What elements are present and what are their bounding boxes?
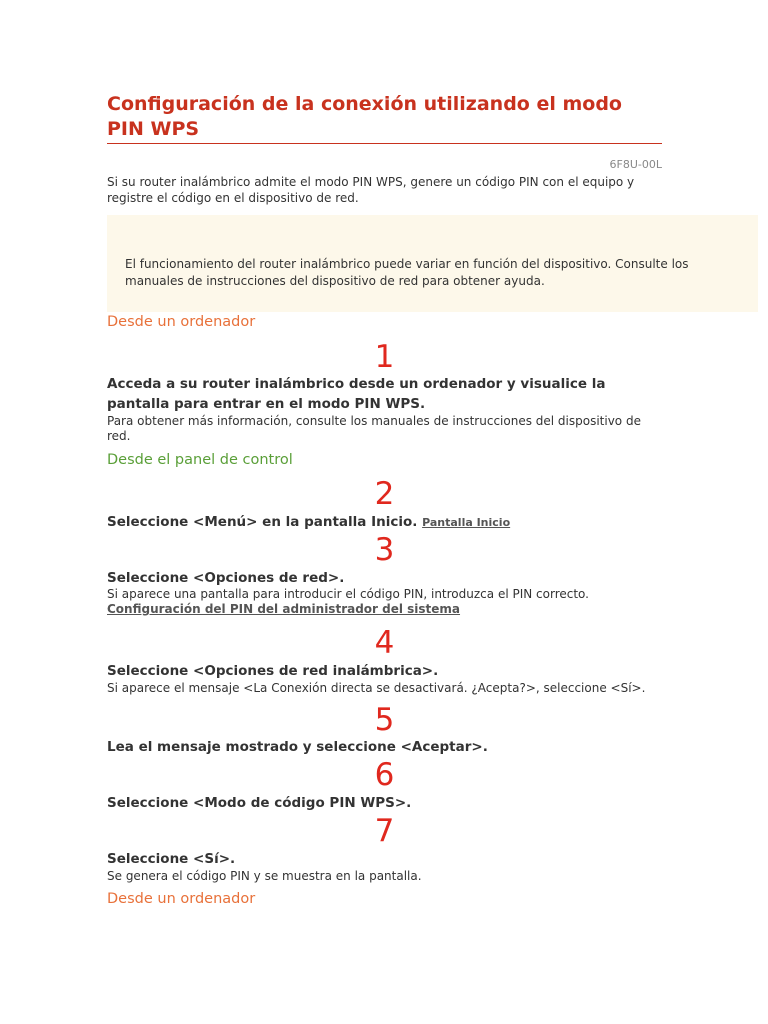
step-number-7: 7: [374, 813, 395, 849]
step-desc-7: Se genera el código PIN y se muestra en la pantalla.: [107, 869, 422, 883]
step-title-2-text: Seleccione <Menú> en la pantalla Inicio.: [107, 514, 418, 530]
step-number-4: 4: [374, 625, 395, 661]
document-code: 6F8U-00L: [609, 158, 662, 171]
step-desc-4: Si aparece el mensaje <La Conexión directa se desactivará. ¿Acepta?>, seleccione <Sí>.: [107, 681, 646, 695]
step-title-2: [107, 512, 662, 533]
step-number-2: 2: [374, 476, 395, 512]
section-heading-computer: Desde un ordenador: [107, 314, 256, 330]
section-heading-computer-2: Desde un ordenador: [107, 891, 256, 907]
step-number-1: 1: [374, 339, 395, 375]
step-desc-1: Para obtener más información, consulte los manuales de instrucciones del dispositivo de red.: [107, 414, 641, 443]
step-desc-3: [107, 587, 662, 617]
section-heading-control-panel: Desde el panel de control: [107, 452, 293, 468]
page-title: Configuración de la conexión utilizando el modo PIN WPS: [107, 93, 622, 140]
admin-pin-link[interactable]: Configuración del PIN del administrador del sistema: [107, 602, 461, 616]
step-title-5: Lea el mensaje mostrado y seleccione <Aceptar>.: [107, 739, 488, 755]
step-title-3: Seleccione <Opciones de red>.: [107, 570, 345, 586]
step-number-5: 5: [374, 702, 395, 738]
step-desc-3-text: Si aparece una pantalla para introducir el código PIN, introduzca el PIN correcto.: [107, 587, 589, 601]
note-text: El funcionamiento del router inalámbrico puede variar en función del dispositivo. Consulte los manuales de instrucciones del dispositivo de red para obtener ayuda.: [125, 257, 689, 288]
step-number-6: 6: [374, 757, 395, 793]
step-title-7: Seleccione <Sí>.: [107, 851, 236, 867]
home-screen-link[interactable]: Pantalla Inicio: [422, 516, 511, 529]
note-box: [107, 215, 758, 312]
intro-text: Si su router inalámbrico admite el modo PIN WPS, genere un código PIN con el equipo y registre el código en el dispositivo de red.: [107, 175, 635, 205]
step-title-1: Acceda a su router inalámbrico desde un ordenador y visualice la pantalla para entrar en el modo PIN WPS.: [107, 376, 606, 412]
step-title-4: Seleccione <Opciones de red inalámbrica>.: [107, 663, 439, 679]
step-number-3: 3: [374, 532, 395, 568]
title-divider: [107, 143, 662, 144]
step-title-6: Seleccione <Modo de código PIN WPS>.: [107, 795, 412, 811]
